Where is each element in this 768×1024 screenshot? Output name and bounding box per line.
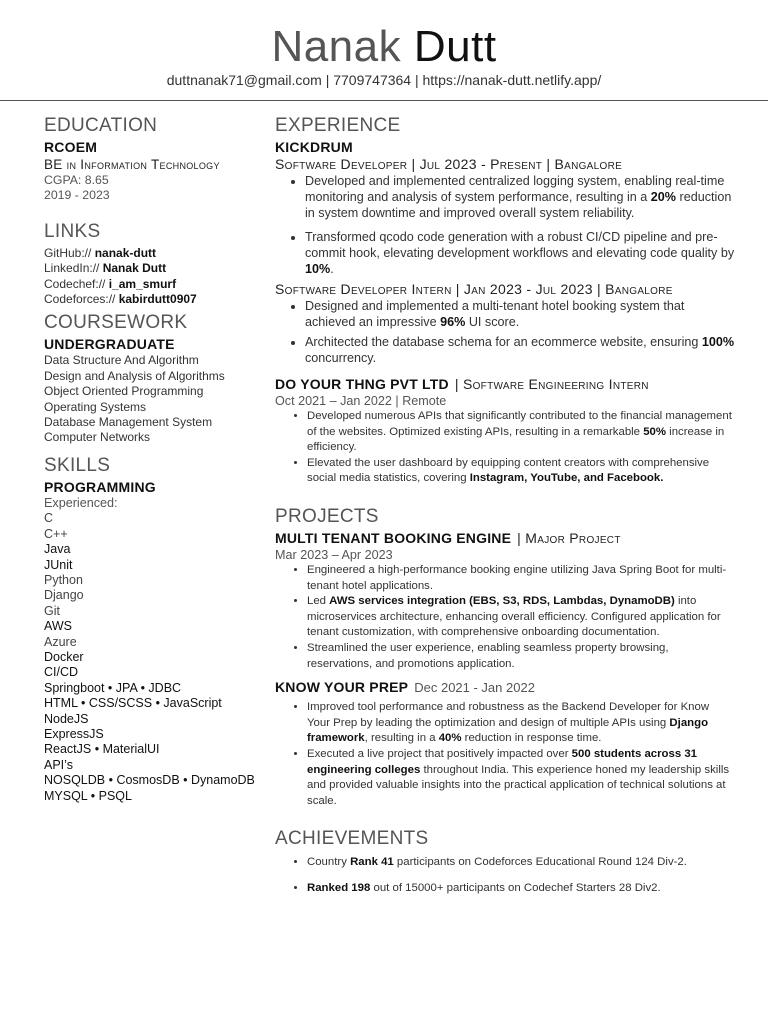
bullet-text: Streamlined the user experience, enabling seamless property browsing, reservations, and promotions application. bbox=[307, 641, 669, 670]
coursework-item: Computer Networks bbox=[44, 430, 151, 445]
bullet-item bbox=[307, 409, 735, 456]
dothng-role: | Software Engineering Intern bbox=[454, 376, 649, 392]
bullet-highlight: 50% bbox=[643, 425, 666, 438]
bullet-highlight: 96% bbox=[440, 315, 466, 329]
project-1-header bbox=[275, 529, 735, 547]
skill-item: Azure bbox=[44, 634, 77, 649]
bullet-text: into microservices architecture, enhancing overall efficiency. Configured application for tenant customization, with comprehensive onboarding documentation. bbox=[307, 595, 721, 639]
bullet-text: concurrency. bbox=[305, 351, 377, 365]
education-title: EDUCATION bbox=[44, 115, 158, 136]
project-1-tag: | Major Project bbox=[517, 529, 621, 546]
bullet-highlight: Rank 41 bbox=[350, 856, 394, 869]
header-divider bbox=[0, 100, 768, 101]
skill-item: MYSQL • PSQL bbox=[44, 788, 132, 803]
bullet-highlight: (EBS, S3, RDS, Lambdas, DynamoDB) bbox=[465, 595, 675, 608]
bullet-highlight: 100% bbox=[701, 335, 735, 349]
project-2-bullets bbox=[275, 700, 735, 809]
bullet-item bbox=[305, 334, 735, 366]
bullet-text: throughout India. This experience honed my leadership skills and provided valuable insights into the practical application of technical solutions at scale. bbox=[307, 763, 730, 807]
dothng-dates: Oct 2021 – Jan 2022 | Remote bbox=[275, 394, 447, 408]
bullet-item bbox=[307, 881, 735, 897]
skill-item: HTML • CSS/SCSS • JavaScript bbox=[44, 696, 222, 711]
bullet-highlight: 20% bbox=[650, 190, 677, 204]
coursework-item: Design and Analysis of Algorithms bbox=[44, 368, 225, 383]
links-title: LINKS bbox=[44, 220, 101, 242]
education-degree: BE in Information Technology bbox=[44, 157, 220, 172]
bullet-item bbox=[307, 563, 735, 594]
bullet-text: Country bbox=[307, 856, 351, 869]
links-list bbox=[44, 246, 266, 308]
left-column bbox=[44, 114, 266, 804]
bullet-text: Executed a live project that positively impacted over bbox=[307, 747, 572, 760]
link-prefix: LinkedIn:// bbox=[44, 261, 103, 276]
education-cgpa: CGPA: 8.65 bbox=[44, 173, 109, 187]
skill-item: Java bbox=[44, 542, 71, 557]
bullet-text: Elevated the user dashboard by equipping content creators with comprehensive social media statistics, covering bbox=[307, 456, 710, 485]
link-item[interactable] bbox=[44, 246, 266, 261]
link-prefix: Codechef:// bbox=[44, 276, 109, 291]
link-value[interactable]: i_am_smurf bbox=[108, 276, 177, 291]
link-prefix: GitHub:// bbox=[44, 245, 95, 260]
bullet-item bbox=[307, 641, 735, 672]
project-2-dates: Dec 2021 - Jan 2022 bbox=[414, 680, 535, 696]
bullet-highlight: Django framework bbox=[307, 716, 709, 745]
bullet-text: Developed and implemented centralized logging system, enabling real-time monitoring and analysis of system performance, resulting in a bbox=[305, 174, 725, 204]
link-item[interactable] bbox=[44, 261, 266, 276]
experience-title: EXPERIENCE bbox=[275, 115, 401, 136]
skill-item: Django bbox=[44, 588, 84, 603]
coursework-item: Object Oriented Programming bbox=[44, 384, 204, 399]
skill-item: Git bbox=[44, 603, 60, 618]
kickdrum-role-2: Software Developer Intern | Jan 2023 - Jul 2023 | Bangalore bbox=[275, 281, 673, 297]
bullet-text: Improved tool performance and robustness as the Backend Developer for Know Your Prep by leading the optimization and design of multiple APIs using bbox=[307, 701, 710, 729]
skill-item: Docker bbox=[44, 649, 84, 664]
skills-subtitle: PROGRAMMING bbox=[44, 478, 156, 495]
skill-item: C bbox=[44, 511, 54, 526]
skill-item: JUnit bbox=[44, 557, 73, 572]
kickdrum-role-2-bullets bbox=[275, 298, 735, 366]
bullet-text: , resulting in a bbox=[364, 732, 439, 745]
link-value[interactable]: nanak-dutt bbox=[94, 245, 157, 260]
project-2-header bbox=[275, 678, 735, 696]
link-value[interactable]: kabirdutt0907 bbox=[118, 292, 197, 307]
bullet-text: reduction in system downtime and improved overall system reliability. bbox=[305, 190, 732, 220]
bullet-item bbox=[307, 855, 735, 871]
bullet-text: Designed and implemented a multi-tenant hotel booking system that achieved an impressive bbox=[305, 299, 685, 329]
bullet-highlight: 40% bbox=[438, 732, 462, 745]
project-1-bullets bbox=[275, 563, 735, 672]
bullet-highlight: Ranked 198 bbox=[307, 881, 371, 894]
dothng-header bbox=[275, 375, 735, 393]
contact-line: duttnanak71@gmail.com | 7709747364 | https://nanak-dutt.netlify.app/ bbox=[166, 72, 602, 88]
skill-item: AWS bbox=[44, 619, 73, 634]
skill-item: Springboot • JPA • JDBC bbox=[44, 680, 182, 695]
projects-title: PROJECTS bbox=[275, 505, 379, 527]
skill-item: API’s bbox=[44, 757, 73, 772]
kickdrum-role-1-bullets bbox=[275, 173, 735, 277]
skill-item: Python bbox=[44, 572, 83, 587]
bullet-text: Transformed qcodo code generation with a robust CI/CD pipeline and pre-commit hook, elevating development workflows and elevating code quality by bbox=[305, 230, 735, 260]
bullet-item bbox=[305, 298, 735, 330]
kickdrum-role-1: Software Developer | Jul 2023 - Present | Bangalore bbox=[275, 156, 623, 172]
link-prefix: Codeforces:// bbox=[44, 292, 119, 307]
skills-list bbox=[44, 511, 266, 804]
bullet-text: Architected the database schema for an ecommerce website, ensuring bbox=[305, 335, 702, 349]
education-years: 2019 - 2023 bbox=[44, 188, 110, 203]
coursework-item: Data Structure And Algorithm bbox=[44, 353, 199, 368]
bullet-text: Led bbox=[307, 595, 330, 608]
coursework-list bbox=[44, 353, 266, 445]
skill-item: NOSQLDB • CosmosDB • DynamoDB bbox=[44, 773, 255, 788]
link-item[interactable] bbox=[44, 292, 266, 307]
skill-item: ExpressJS bbox=[44, 726, 104, 741]
bullet-text: reduction in response time. bbox=[461, 732, 602, 745]
project-1-dates: Mar 2023 – Apr 2023 bbox=[275, 547, 393, 562]
bullet-text: UI score. bbox=[465, 315, 520, 329]
resume-name bbox=[0, 22, 768, 72]
skill-item: CI/CD bbox=[44, 665, 79, 680]
coursework-subtitle: UNDERGRADUATE bbox=[44, 336, 175, 353]
project-1-name: MULTI TENANT BOOKING ENGINE bbox=[275, 529, 512, 546]
bullet-text: . bbox=[330, 262, 334, 276]
skill-item: ReactJS • MaterialUI bbox=[44, 742, 160, 757]
bullet-highlight: Instagram, YouTube, and Facebook. bbox=[469, 472, 664, 485]
bullet-item bbox=[305, 229, 735, 277]
bullet-text: Engineered a high-performance booking engine utilizing Java Spring Boot for multi-tenant hotel applications. bbox=[307, 563, 727, 592]
project-2-name: KNOW YOUR PREP bbox=[275, 679, 409, 696]
bullet-text: participants on Codeforces Educational Round 124 Div-2. bbox=[393, 856, 687, 869]
bullet-text: increase in efficiency. bbox=[307, 425, 725, 454]
link-item[interactable] bbox=[44, 277, 266, 292]
bullet-highlight: 10% bbox=[305, 262, 331, 276]
coursework-item: Database Management System bbox=[44, 415, 213, 430]
education-school: RCOEM bbox=[44, 139, 98, 155]
skill-item: C++ bbox=[44, 526, 68, 541]
achievements-title: ACHIEVEMENTS bbox=[275, 828, 429, 850]
right-column bbox=[275, 114, 735, 896]
first-name: Nanak bbox=[271, 22, 402, 71]
bullet-highlight: 500 students across 31 engineering colleges bbox=[307, 747, 698, 776]
bullet-item bbox=[307, 594, 735, 641]
coursework-item: Operating Systems bbox=[44, 399, 147, 414]
kickdrum-company: KICKDRUM bbox=[275, 139, 353, 155]
dothng-bullets bbox=[275, 409, 735, 487]
coursework-title: COURSEWORK bbox=[44, 312, 188, 334]
last-name: Dutt bbox=[413, 22, 497, 71]
bullet-item bbox=[307, 700, 735, 747]
bullet-item bbox=[305, 173, 735, 221]
dothng-company: DO YOUR THNG PVT LTD bbox=[275, 376, 449, 392]
bullet-text: Developed numerous APIs that significantly contributed to the financial management of the websites. Optimized existing APIs, resulting in a remarkable bbox=[307, 410, 732, 438]
skill-item: NodeJS bbox=[44, 711, 89, 726]
bullet-item bbox=[307, 456, 735, 487]
skills-title: SKILLS bbox=[44, 454, 111, 476]
link-value[interactable]: Nanak Dutt bbox=[102, 261, 167, 276]
skills-label: Experienced: bbox=[44, 495, 118, 510]
achievements-list bbox=[275, 855, 735, 896]
bullet-highlight: AWS services integration bbox=[329, 595, 466, 608]
bullet-text: out of 15000+ participants on Codechef Starters 28 Div2. bbox=[370, 881, 661, 894]
bullet-item bbox=[307, 747, 735, 809]
